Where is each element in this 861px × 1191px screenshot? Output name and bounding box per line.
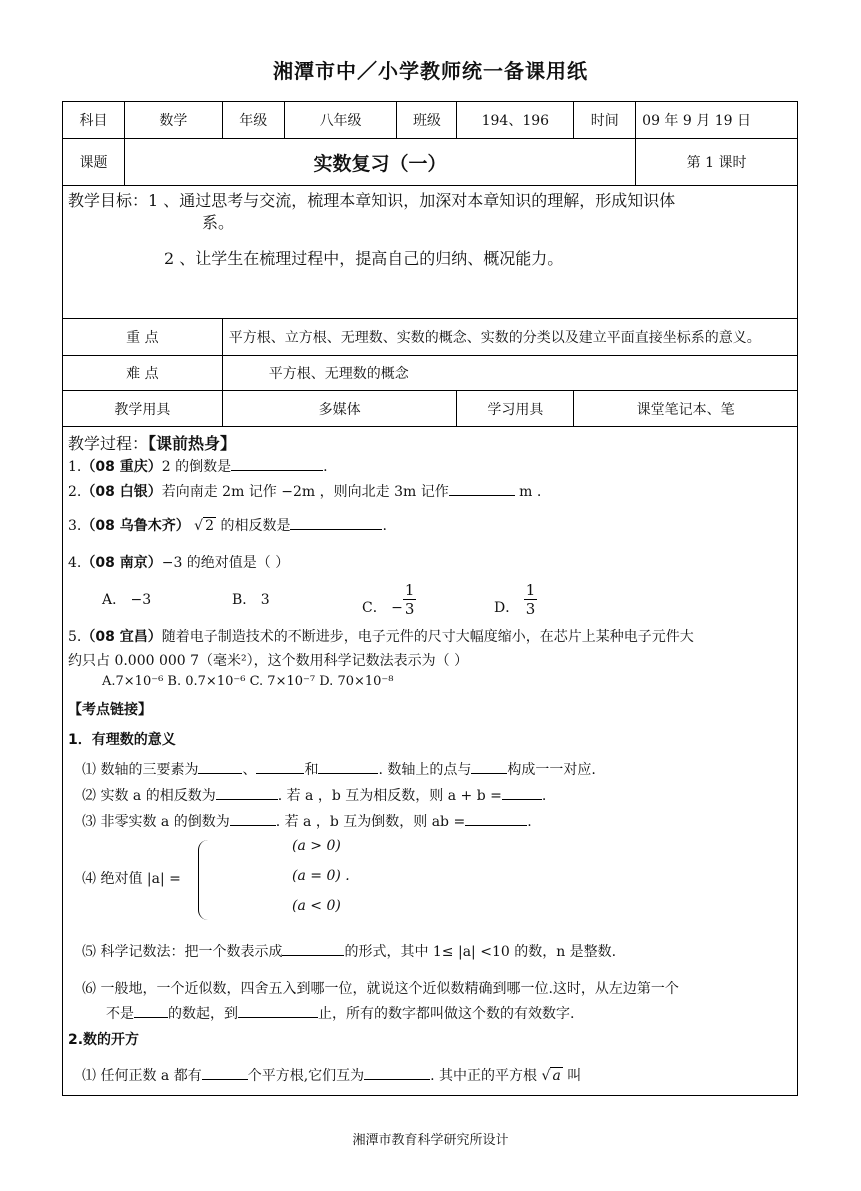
page-title: 湘潭市中／小学教师统一备课用纸 xyxy=(273,59,588,83)
study-label: 学习用具 xyxy=(457,391,574,427)
section-1-title: 1．有理数的意义 xyxy=(68,732,176,748)
key-text: 平方根、立方根、无理数、实数的概念、实数的分类以及建立平面直接坐标系的意义。 xyxy=(222,319,797,356)
option-b[interactable]: B． 3 xyxy=(232,592,270,608)
grade-label: 年级 xyxy=(222,102,284,139)
key-label: 重 点 xyxy=(63,319,223,356)
item-1-4: ⑷ 绝对值 |a| = (a > 0) (a = 0) . (a < 0) xyxy=(82,838,482,923)
item-1-2: ⑵ 实数 a 的相反数为 . 若 a ，b 互为相反数，则 a + b = . xyxy=(82,785,546,805)
hard-text: 平方根、无理数的概念 xyxy=(222,356,797,391)
tools-value: 多媒体 xyxy=(222,391,457,427)
question-2: 2.（08 白银）若向南走 2m 记作 −2m ，则向北走 3m 记作 m . xyxy=(68,481,541,501)
goal-line-1: 教学目标：1 、通过思考与交流，梳理本章知识，加深对本章知识的理解，形成知识体 xyxy=(68,191,676,210)
process-heading: 教学过程：【课前热身】 xyxy=(68,434,237,453)
time-value: 09 年 9 月 19 日 xyxy=(636,102,798,139)
answer-blank[interactable] xyxy=(449,481,515,496)
question-4: 4.（08 南京）−3 的绝对值是（ ） xyxy=(68,555,290,571)
topic-value: 实数复习（一） xyxy=(124,139,635,186)
study-value: 课堂笔记本、笔 xyxy=(574,391,798,427)
subject-label: 科目 xyxy=(63,102,125,139)
item-1-6: ⑹ 一般地，一个近似数，四舍五入到哪一位，就说这个近似数精确到哪一位.这时，从左边第一个 xyxy=(82,981,679,997)
grade-value: 八年级 xyxy=(284,102,397,139)
question-3: 3.（08 乌鲁木齐） √ 2 的相反数是 . xyxy=(68,515,387,535)
option-d[interactable]: D． $\frac{1}{3}$ xyxy=(494,581,536,618)
answer-blank[interactable] xyxy=(231,456,323,471)
class-value: 194、196 xyxy=(457,102,574,139)
tools-label: 教学用具 xyxy=(63,391,223,427)
period-value: 第 1 课时 xyxy=(636,139,798,186)
item-2-1: ⑴ 任何正数 a 都有 个平方根,它们互为 . 其中正的平方根 √ a 叫 xyxy=(82,1065,581,1085)
item-1-6b: 不是 的数起，到 止，所有的数字都叫做这个数的有效数字. xyxy=(106,1003,574,1023)
item-1-3: ⑶ 非零实数 a 的倒数为 . 若 a ，b 互为倒数，则 ab = . xyxy=(82,811,532,831)
subject-value: 数学 xyxy=(124,102,222,139)
section-link: 【考点链接】 xyxy=(68,702,152,718)
answer-blank[interactable] xyxy=(290,515,382,530)
class-label: 班级 xyxy=(397,102,457,139)
item-1-1: ⑴ 数轴的三要素为 、 和 . 数轴上的点与 构成一一对应. xyxy=(82,759,596,779)
topic-label: 课题 xyxy=(63,139,125,186)
question-5-options[interactable]: A.7×10⁻⁶ B. 0.7×10⁻⁶ C. 7×10⁻⁷ D. 70×10⁻⁸ xyxy=(102,674,394,689)
question-1: 1.（08 重庆）2 的倒数是 . xyxy=(68,456,328,476)
teaching-goals xyxy=(68,190,792,270)
option-a[interactable]: A． −3 xyxy=(102,592,152,608)
goal-line-2: 2 、让学生在梳理过程中，提高自己的归纳、概况能力。 xyxy=(164,249,564,268)
item-1-5: ⑸ 科学记数法：把一个数表示成 的形式，其中 1≤ |a| <10 的数，n 是整数. xyxy=(82,941,616,961)
time-label: 时间 xyxy=(574,102,636,139)
footer: 湘潭市教育科学研究所设计 xyxy=(352,1133,509,1148)
section-2-title: 2.数的开方 xyxy=(68,1032,140,1048)
hard-label: 难 点 xyxy=(63,356,223,391)
option-c[interactable]: C． − $\frac{1}{3}$ xyxy=(362,581,415,618)
brace-icon xyxy=(198,840,209,920)
question-5: 5.（08 宜昌）随着电子制造技术的不断进步，电子元件的尺寸大幅度缩小，在芯片上某种电子元件大 xyxy=(68,629,694,645)
question-5b: 约只占 0.000 000 7（毫米²），这个数用科学记数法表示为（ ） xyxy=(68,653,469,669)
goal-line-1b: 系。 xyxy=(202,213,235,232)
